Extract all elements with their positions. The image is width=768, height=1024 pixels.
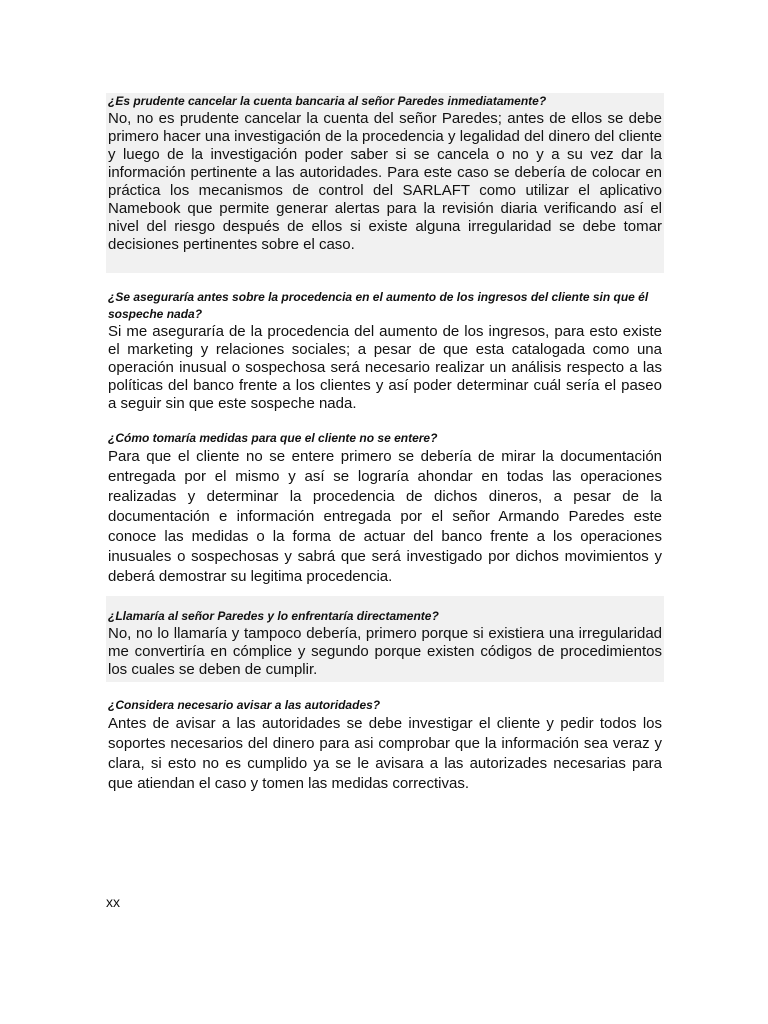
- answer-4: No, no lo llamaría y tampoco debería, primero porque si existiera una irregularidad me convertiría en cómplice y segundo porque existen códigos de procedimientos los cuales se deben de cumplir.: [108, 625, 662, 678]
- qa-block-2: [106, 289, 664, 413]
- qa-block-3: [106, 430, 664, 587]
- question-5: ¿Considera necesario avisar a las autoridades?: [108, 698, 381, 712]
- question-2: ¿Se aseguraría antes sobre la procedencia en el aumento de los ingresos del cliente sin que él sospeche nada?: [108, 290, 649, 321]
- answer-1: No, no es prudente cancelar la cuenta del señor Paredes; antes de ellos se debe primero hacer una investigación de la procedencia y legalidad del dinero del cliente y luego de la investigación poder saber si se cancela o no y a su vez dar la información pertinente a las autoridades. Para este caso se debería de colocar en práctica los mecanismos de control del SARLAFT como utilizar el aplicativo Namebook que permite generar alertas para la revisión diaria verificando así el nivel del riesgo después de ellos si existe alguna irregularidad se debe tomar decisiones pertinentes sobre el caso.: [108, 110, 662, 253]
- question-4: ¿Llamaría al señor Paredes y lo enfrentaría directamente?: [108, 609, 439, 623]
- qa-block-5: [106, 697, 664, 794]
- page-footer: xx: [106, 894, 120, 910]
- qa-block-4: [106, 596, 664, 682]
- answer-3: Para que el cliente no se entere primero se debería de mirar la documentación entregada por el mismo y así se lograría ahondar en todas las operaciones realizadas y determinar la procedencia de dichos dineros, a pesar de la documentación e información entregada por el señor Armando Paredes este conoce las medidas o la forma de actuar del banco frente a los operaciones inusuales o sospechosas y sabrá que será investigado por dichos movimientos y deberá demostrar su legitima procedencia.: [108, 448, 662, 585]
- question-1: ¿Es prudente cancelar la cuenta bancaria al señor Paredes inmediatamente?: [108, 94, 547, 108]
- answer-5: Antes de avisar a las autoridades se debe investigar el cliente y pedir todos los soportes necesarios del dinero para asi comprobar que la información sea veraz y clara, si esto no es cumplido ya se le avisara a las autorizades necesarias para que atiendan el caso y tomen las medidas correctivas.: [108, 715, 662, 792]
- shaded-spacer: [106, 253, 664, 273]
- qa-block-1: [106, 93, 664, 253]
- answer-2: Si me aseguraría de la procedencia del aumento de los ingresos, para esto existe el marketing y relaciones sociales; a pesar de que esta catalogada como una operación inusual o sospechosa será necesario realizar un análisis respecto a las políticas del banco frente a los clientes y así poder determinar cuál sería el paseo a seguir sin que este sospeche nada.: [108, 323, 662, 412]
- question-3: ¿Cómo tomaría medidas para que el cliente no se entere?: [108, 431, 438, 445]
